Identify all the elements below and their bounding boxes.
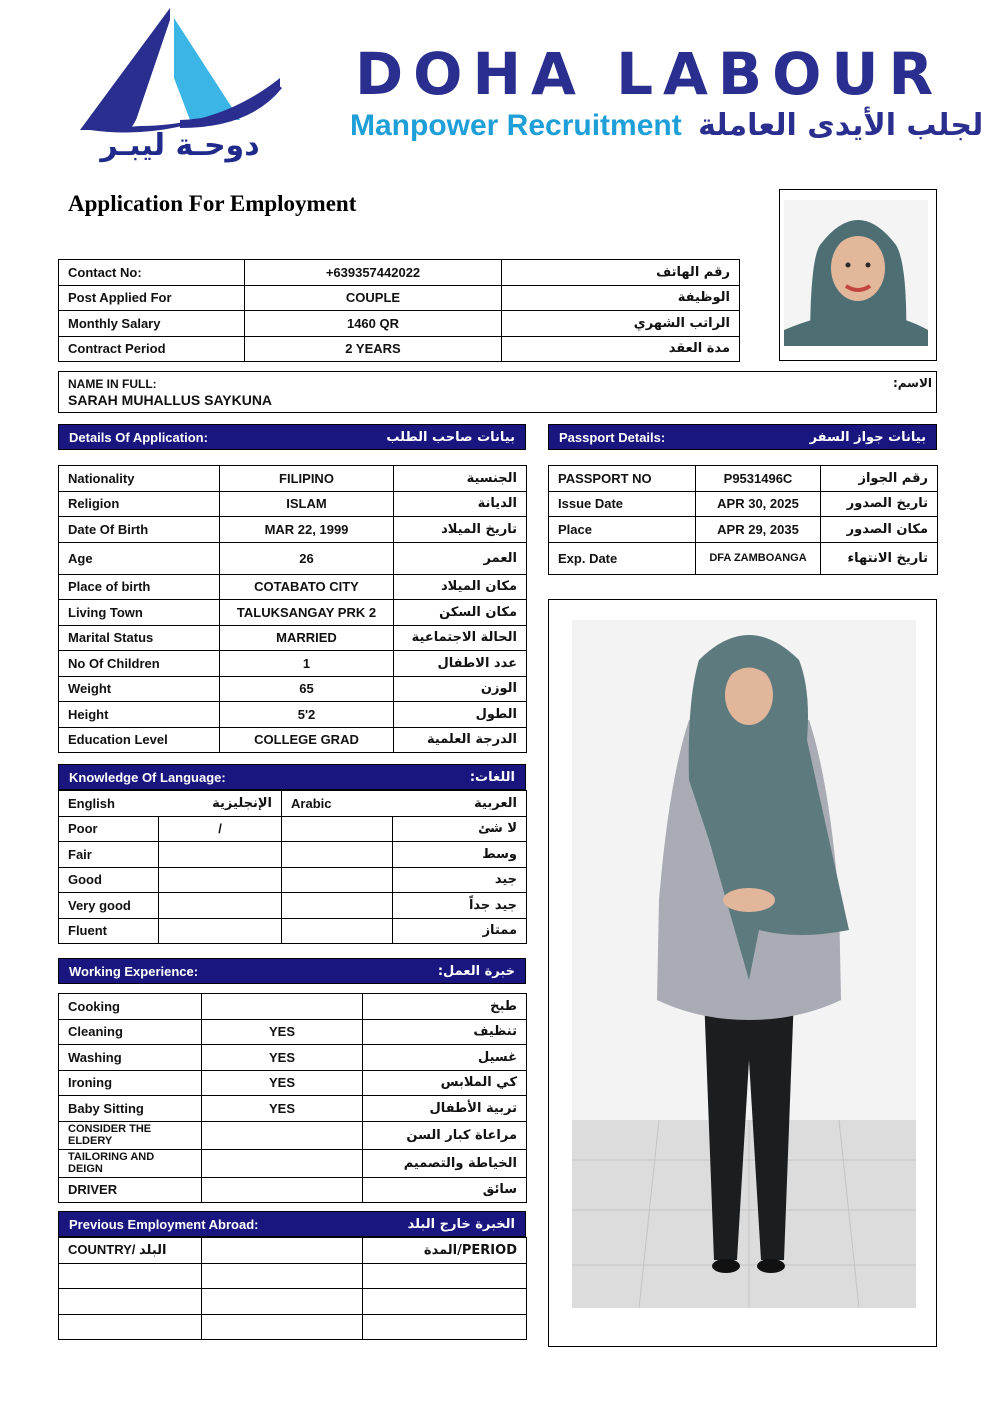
- row-label: Weight: [59, 676, 220, 702]
- skill-value: YES: [202, 1070, 363, 1096]
- row-label-ar: رقم الجواز: [821, 466, 938, 492]
- details-title: Details Of Application:: [69, 429, 208, 445]
- level-label-ar: جيد: [393, 867, 527, 893]
- row-value: COUPLE: [245, 285, 502, 311]
- table-row: [549, 466, 938, 492]
- table-row: [59, 311, 740, 337]
- row-label-ar: عدد الاطفال: [394, 651, 527, 677]
- table-row: [59, 1177, 527, 1203]
- table-row: [59, 1096, 527, 1122]
- english-level-mark: [159, 918, 282, 944]
- english-label-ar: الإنجليزية: [212, 795, 273, 811]
- row-label-ar: تاريخ الميلاد: [394, 517, 527, 543]
- skill-label: Baby Sitting: [59, 1096, 202, 1122]
- table-row: [59, 491, 527, 517]
- passport-title: Passport Details:: [559, 429, 666, 445]
- row-label-ar: تاريخ الانتهاء: [821, 542, 938, 574]
- level-label-ar: لا شئ: [393, 816, 527, 842]
- arabic-level-mark: [282, 918, 393, 944]
- row-label: Height: [59, 702, 220, 728]
- skill-label: Ironing: [59, 1070, 202, 1096]
- brand-subtitle-en: Manpower Recruitment: [350, 109, 682, 142]
- skill-value: YES: [202, 1045, 363, 1071]
- row-value: COTABATO CITY: [220, 574, 394, 600]
- table-row: [59, 1263, 527, 1289]
- table-row: [59, 542, 527, 574]
- skill-label-ar: سائق: [363, 1177, 527, 1203]
- language-title: Knowledge Of Language:: [69, 769, 226, 785]
- table-row: [59, 1289, 527, 1315]
- english-level-mark: [159, 893, 282, 919]
- brand-subtitle: [350, 108, 983, 143]
- table-row: [59, 676, 527, 702]
- row-value: TALUKSANGAY PRK 2: [220, 600, 394, 626]
- row-label: PASSPORT NO: [549, 466, 696, 492]
- table-row: [59, 893, 527, 919]
- row-label-ar: مكان الصدور: [821, 517, 938, 543]
- skill-label-ar: تربية الأطفال: [363, 1096, 527, 1122]
- row-value: MARRIED: [220, 625, 394, 651]
- row-label: Post Applied For: [59, 285, 245, 311]
- row-value: 5'2: [220, 702, 394, 728]
- skill-label: Cooking: [59, 994, 202, 1020]
- skill-label-ar: مراعاة كبار السن: [363, 1121, 527, 1149]
- skill-value: [202, 994, 363, 1020]
- page-title: Application For Employment: [68, 191, 357, 216]
- table-row: [59, 727, 527, 753]
- skill-label-ar: كي الملابس: [363, 1070, 527, 1096]
- table-row: [59, 1045, 527, 1071]
- details-title-ar: بيانات صاحب الطلب: [386, 429, 515, 445]
- row-label-ar: الحالة الاجتماعية: [394, 625, 527, 651]
- row-label-ar: الراتب الشهري: [502, 311, 740, 337]
- row-label: Marital Status: [59, 625, 220, 651]
- row-label: Place of birth: [59, 574, 220, 600]
- passport-section-header: [548, 424, 937, 450]
- row-value: +639357442022: [245, 260, 502, 286]
- table-row: [59, 574, 527, 600]
- row-label-ar: رقم الهاتف: [502, 260, 740, 286]
- empty-cell: [202, 1238, 363, 1264]
- table-row: [59, 1149, 527, 1177]
- level-label-ar: وسط: [393, 842, 527, 868]
- row-value: FILIPINO: [220, 466, 394, 492]
- row-label-ar: الوظيفة: [502, 285, 740, 311]
- table-row: [59, 842, 527, 868]
- row-label-ar: تاريخ الصدور: [821, 491, 938, 517]
- empty-cell: [363, 1289, 527, 1315]
- row-label: No Of Children: [59, 651, 220, 677]
- english-level-mark: [159, 867, 282, 893]
- english-label: English: [68, 795, 115, 811]
- table-row: [59, 651, 527, 677]
- brand-subtitle-ar: لجلب الأيدى العاملة: [698, 108, 984, 143]
- row-value: P9531496C: [696, 466, 821, 492]
- arabic-level-mark: [282, 842, 393, 868]
- table-row: [59, 702, 527, 728]
- full-name-label: NAME IN FULL:: [68, 377, 157, 391]
- english-level-mark: [159, 842, 282, 868]
- row-label-ar: الجنسية: [394, 466, 527, 492]
- experience-table: [58, 993, 527, 1203]
- experience-title: Working Experience:: [69, 963, 199, 979]
- row-value: ISLAM: [220, 491, 394, 517]
- empty-cell: [202, 1263, 363, 1289]
- skill-label: TAILORING AND DEIGN: [59, 1149, 202, 1177]
- table-row: [59, 918, 527, 944]
- table-row: [59, 260, 740, 286]
- logo-arabic-text: دوحـة ليبـر: [100, 128, 260, 163]
- row-label: Place: [549, 517, 696, 543]
- language-title-ar: اللغات:: [469, 769, 515, 785]
- passport-title-ar: بيانات جواز السفر: [809, 429, 926, 445]
- arabic-level-mark: [282, 893, 393, 919]
- row-label: Contract Period: [59, 336, 245, 362]
- english-header: [59, 791, 282, 817]
- english-level-mark: /: [159, 816, 282, 842]
- table-row: [59, 600, 527, 626]
- headshot-photo-frame: [779, 189, 937, 361]
- row-label: Age: [59, 542, 220, 574]
- row-value: MAR 22, 1999: [220, 517, 394, 543]
- empty-cell: [59, 1314, 202, 1340]
- row-value: 65: [220, 676, 394, 702]
- row-label: Religion: [59, 491, 220, 517]
- row-value: COLLEGE GRAD: [220, 727, 394, 753]
- row-label: Exp. Date: [549, 542, 696, 574]
- skill-label-ar: طبخ: [363, 994, 527, 1020]
- row-label-ar: الطول: [394, 702, 527, 728]
- language-section-header: [58, 764, 526, 790]
- headshot-photo: [780, 190, 936, 360]
- skill-value: YES: [202, 1019, 363, 1045]
- details-section-header: [58, 424, 526, 450]
- skill-label: Cleaning: [59, 1019, 202, 1045]
- empty-cell: [363, 1314, 527, 1340]
- full-body-photo-frame: [548, 599, 937, 1347]
- arabic-label-ar: العربية: [393, 791, 527, 817]
- full-name-value: SARAH MUHALLUS SAYKUNA: [68, 392, 273, 408]
- row-label: Education Level: [59, 727, 220, 753]
- row-label-ar: العمر: [394, 542, 527, 574]
- skill-value: YES: [202, 1096, 363, 1122]
- arabic-label: Arabic: [282, 791, 393, 817]
- arabic-level-mark: [282, 816, 393, 842]
- empty-cell: [59, 1263, 202, 1289]
- row-label-ar: مدة العقد: [502, 336, 740, 362]
- level-label: Fluent: [59, 918, 159, 944]
- experience-section-header: [58, 958, 526, 984]
- abroad-title-ar: الخبرة خارج البلد: [407, 1216, 515, 1232]
- skill-label-ar: تنظيف: [363, 1019, 527, 1045]
- details-table: [58, 465, 527, 753]
- row-label-ar: الديانة: [394, 491, 527, 517]
- table-row: [549, 542, 938, 574]
- empty-cell: [202, 1289, 363, 1315]
- skill-label-ar: الخياطة والتصميم: [363, 1149, 527, 1177]
- table-row: [59, 625, 527, 651]
- arabic-level-mark: [282, 867, 393, 893]
- level-label: Good: [59, 867, 159, 893]
- table-row: [59, 791, 527, 817]
- level-label: Very good: [59, 893, 159, 919]
- skill-label: CONSIDER THE ELDERY: [59, 1121, 202, 1149]
- row-value: DFA ZAMBOANGA: [696, 542, 821, 574]
- row-value: APR 29, 2035: [696, 517, 821, 543]
- table-row: [59, 336, 740, 362]
- level-label: Fair: [59, 842, 159, 868]
- row-label: Issue Date: [549, 491, 696, 517]
- skill-value: [202, 1121, 363, 1149]
- table-row: [59, 1019, 527, 1045]
- table-row: [549, 517, 938, 543]
- skill-label-ar: غسيل: [363, 1045, 527, 1071]
- table-row: [59, 466, 527, 492]
- abroad-table: [58, 1237, 527, 1340]
- row-label-ar: الدرجة العلمية: [394, 727, 527, 753]
- table-row: [59, 1238, 527, 1264]
- row-label-ar: مكان السكن: [394, 600, 527, 626]
- row-label-ar: مكان الميلاد: [394, 574, 527, 600]
- table-row: [59, 1121, 527, 1149]
- table-row: [549, 491, 938, 517]
- row-label: Date Of Birth: [59, 517, 220, 543]
- table-row: [59, 517, 527, 543]
- row-label: Nationality: [59, 466, 220, 492]
- country-header: COUNTRY/ البلد: [59, 1238, 202, 1264]
- row-value: 1: [220, 651, 394, 677]
- abroad-section-header: [58, 1211, 526, 1237]
- level-label: Poor: [59, 816, 159, 842]
- table-row: [59, 816, 527, 842]
- row-label-ar: الوزن: [394, 676, 527, 702]
- table-row: [59, 285, 740, 311]
- level-label-ar: ممتاز: [393, 918, 527, 944]
- full-body-photo: [549, 600, 936, 1346]
- empty-cell: [202, 1314, 363, 1340]
- experience-title-ar: خبرة العمل:: [437, 963, 515, 979]
- period-header: PERIOD/المدة: [363, 1238, 527, 1264]
- skill-value: [202, 1177, 363, 1203]
- table-row: [59, 867, 527, 893]
- row-label: Living Town: [59, 600, 220, 626]
- row-value: 26: [220, 542, 394, 574]
- brand-title: DOHA LABOUR: [355, 40, 944, 108]
- skill-label: DRIVER: [59, 1177, 202, 1203]
- row-label: Contact No:: [59, 260, 245, 286]
- empty-cell: [363, 1263, 527, 1289]
- row-label: Monthly Salary: [59, 311, 245, 337]
- table-row: [59, 1070, 527, 1096]
- row-value: APR 30, 2025: [696, 491, 821, 517]
- contact-table: [58, 259, 740, 362]
- language-table: [58, 790, 527, 944]
- table-row: [59, 1314, 527, 1340]
- full-name-label-ar: الاسم:: [892, 376, 932, 390]
- skill-value: [202, 1149, 363, 1177]
- row-value: 2 YEARS: [245, 336, 502, 362]
- level-label-ar: جيد جداً: [393, 893, 527, 919]
- empty-cell: [59, 1289, 202, 1315]
- row-value: 1460 QR: [245, 311, 502, 337]
- table-row: [59, 994, 527, 1020]
- passport-table: [548, 465, 938, 575]
- abroad-title: Previous Employment Abroad:: [69, 1216, 259, 1232]
- skill-label: Washing: [59, 1045, 202, 1071]
